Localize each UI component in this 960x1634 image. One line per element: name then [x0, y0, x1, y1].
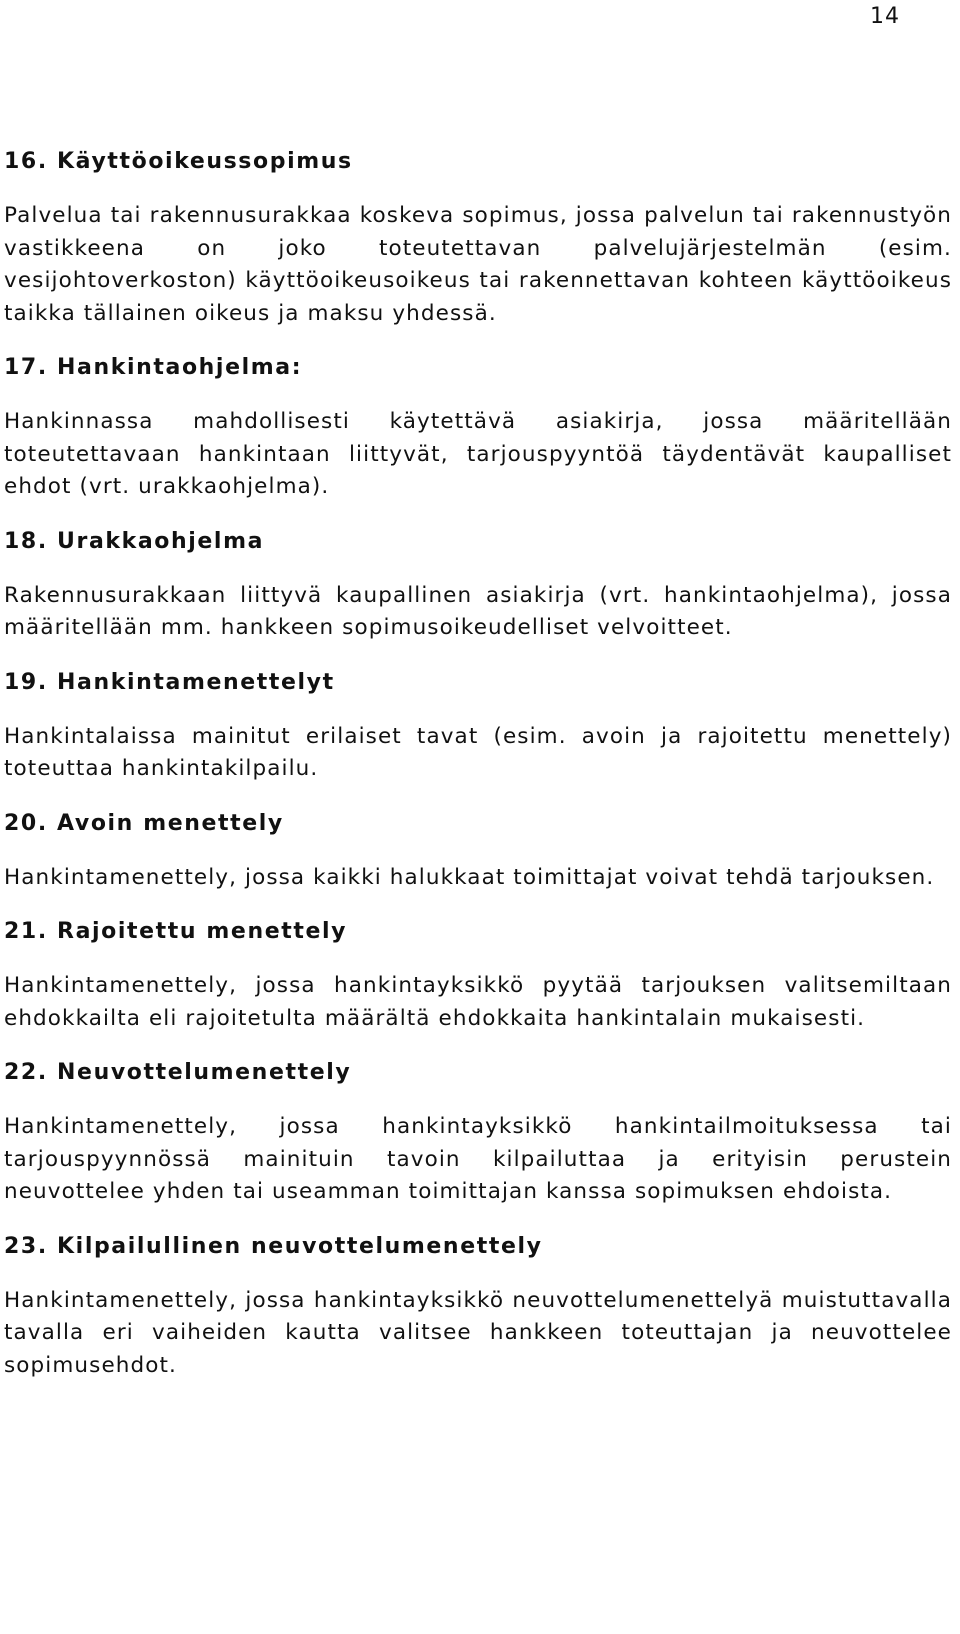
section-text: Hankintamenettely, jossa hankintayksikkö pyytää tarjouksen valitsemiltaan ehdokkailta eli rajoitetulta määrältä ehdokkaita hankintalain mukaisesti.: [4, 973, 952, 1031]
section-heading: 21. Rajoitettu menettely: [4, 919, 348, 944]
section-21: [4, 916, 952, 1035]
section-heading: 23. Kilpailullinen neuvottelumenettely: [4, 1233, 543, 1259]
section-19: [4, 667, 952, 786]
section-text: Hankintamenettely, jossa hankintayksikkö neuvottelumenettelyä muistuttavalla tavalla eri vaiheiden kautta valitsee hankkeen toteuttajan ja neuvottelee sopimusehdot.: [4, 1287, 952, 1378]
section-heading: 17. Hankintaohjelma:: [4, 355, 303, 380]
section-17: [4, 352, 952, 504]
document-body: [4, 146, 952, 1404]
section-heading: 19. Hankintamenettelyt: [4, 669, 335, 695]
section-18: [4, 526, 952, 645]
section-text: Hankintalaissa mainitut erilaiset tavat (esim. avoin ja rajoitettu menettely) toteuttaa hankintakilpailu.: [4, 723, 952, 781]
section-text: Hankinnassa mahdollisesti käytettävä asiakirja, jossa määritellään toteutettavaan hankintaan liittyvät, tarjouspyyntöä täydentävät kaupalliset ehdot (vrt. urakkaohjelma).: [4, 409, 952, 499]
section-text: Hankintamenettely, jossa kaikki halukkaat toimittajat voivat tehdä tarjouksen.: [4, 864, 935, 890]
section-heading: 16. Käyttöoikeussopimus: [4, 149, 353, 174]
section-22: [4, 1057, 952, 1209]
section-heading: 18. Urakkaohjelma: [4, 528, 265, 554]
section-text: Rakennusurakkaan liittyvä kaupallinen asiakirja (vrt. hankintaohjelma), jossa määritellään mm. hankkeen sopimusoikeudelliset velvoitteet.: [4, 582, 952, 640]
section-23: [4, 1231, 952, 1383]
section-heading: 20. Avoin menettely: [4, 810, 284, 836]
section-text: Palvelua tai rakennusurakkaa koskeva sopimus, jossa palvelun tai rakennustyön vastikkeena on joko toteutettavan palvelujärjestelmän (esim. vesijohtoverkoston) käyttöoikeusoikeus tai rakennettavan kohteen käyttöoikeus taikka tällainen oikeus ja maksu yhdessä.: [4, 203, 952, 326]
section-text: Hankintamenettely, jossa hankintayksikkö hankintailmoituksessa tai tarjouspyynnössä mainituin tavoin kilpailuttaa ja erityisin perustein neuvottelee yhden tai useamman toimittajan kanssa sopimuksen ehdoista.: [4, 1114, 952, 1204]
section-20: [4, 808, 952, 895]
section-heading: 22. Neuvottelumenettely: [4, 1060, 352, 1085]
page-number: 14: [870, 4, 900, 29]
section-16: [4, 146, 952, 330]
